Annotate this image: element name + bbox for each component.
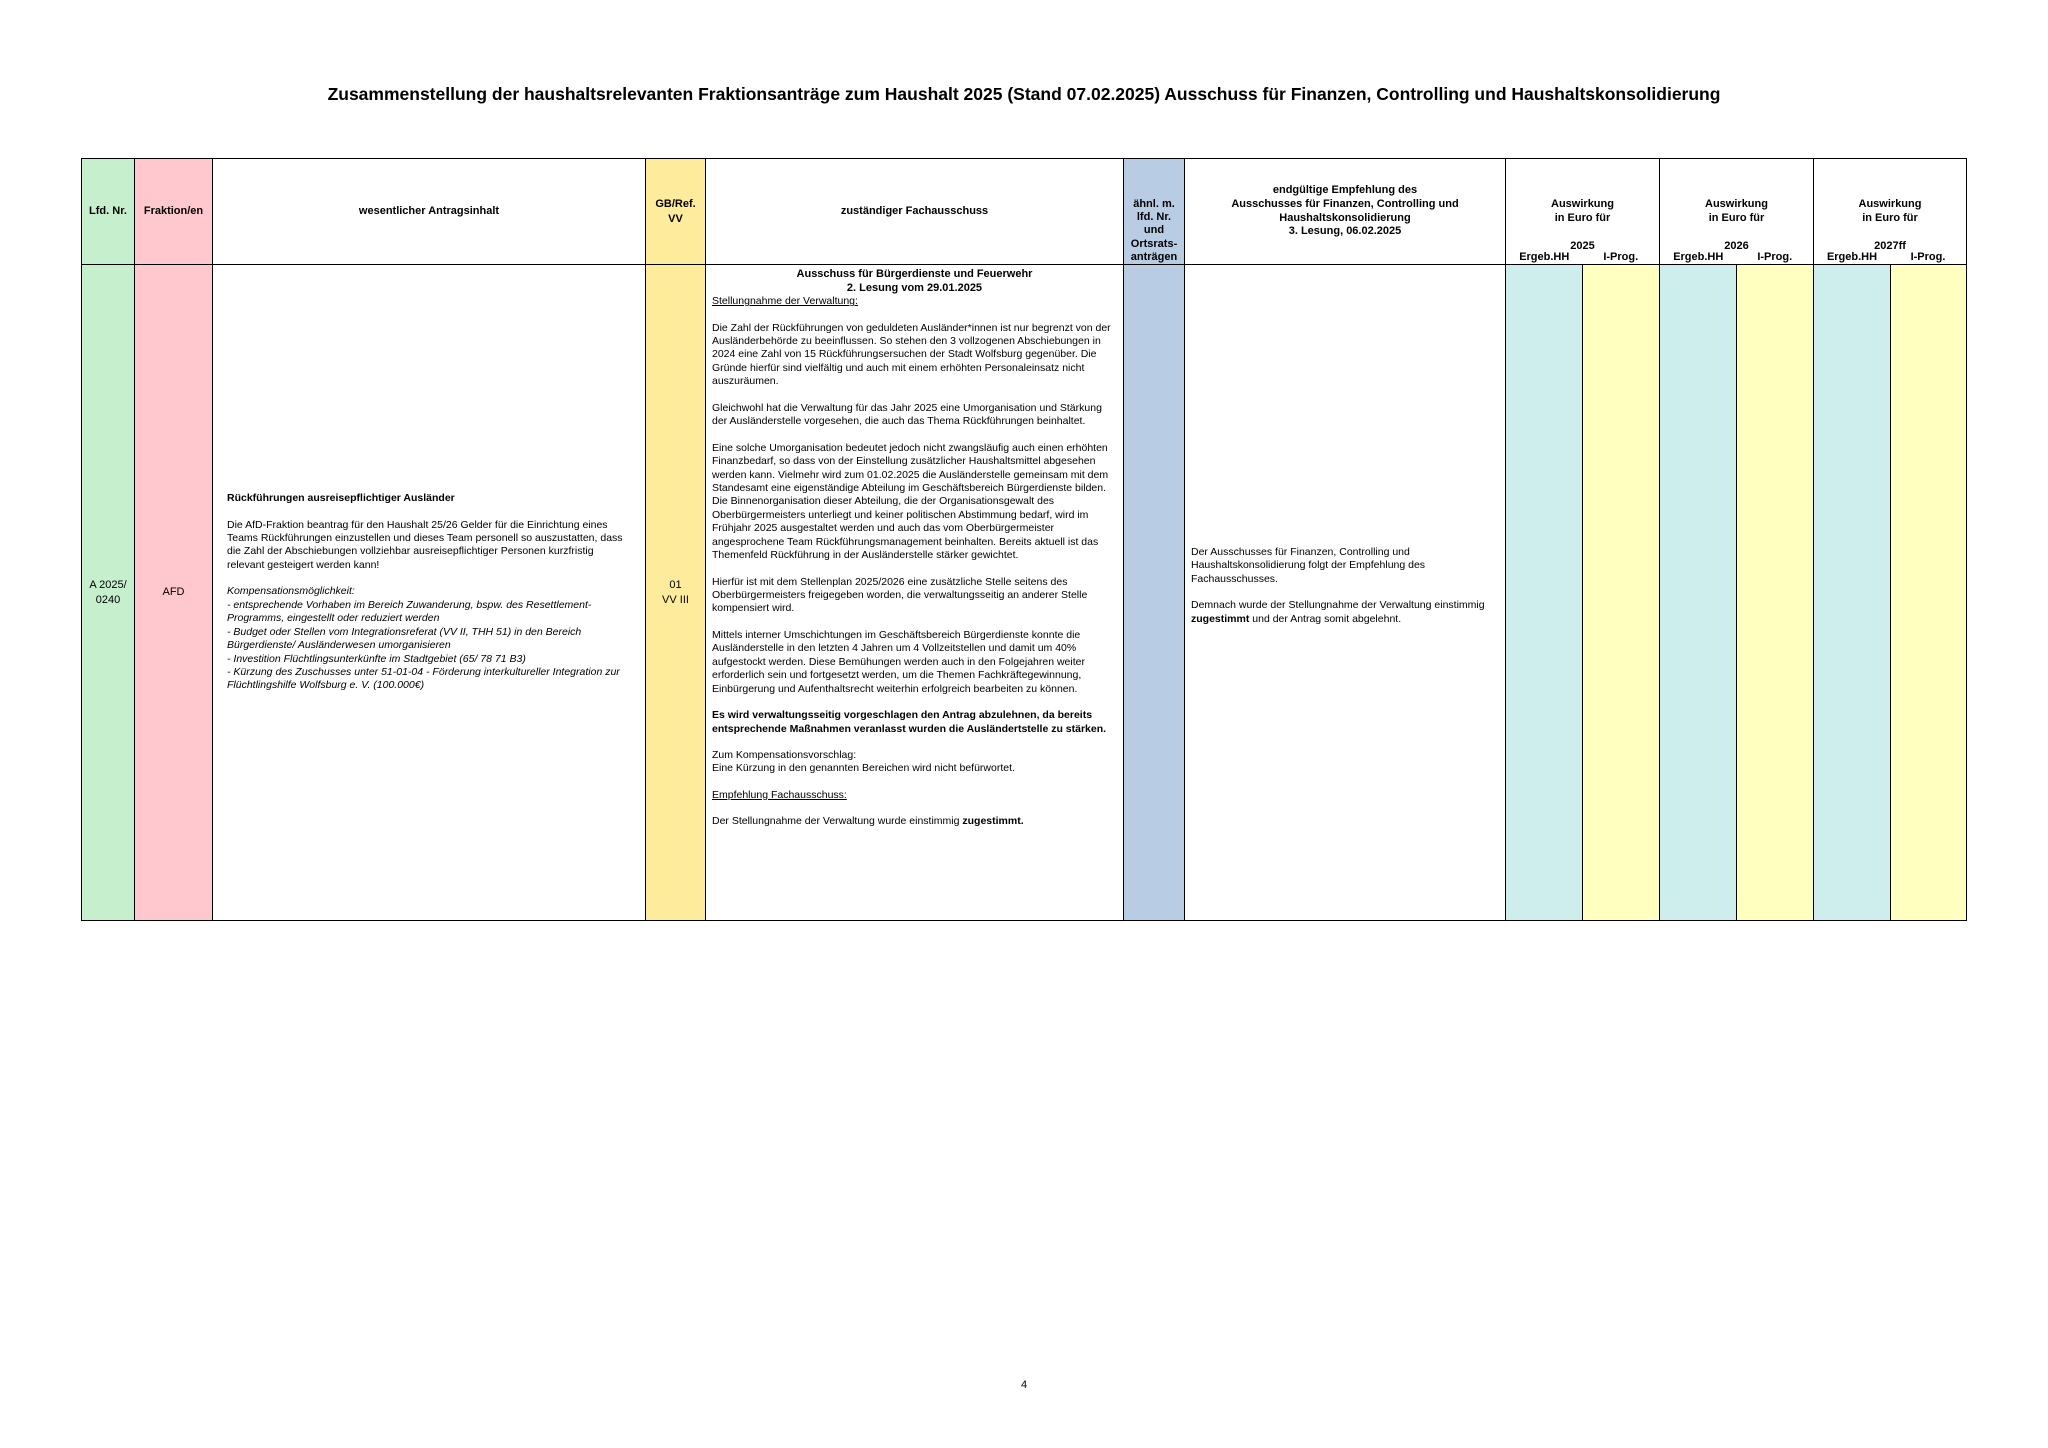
header-lfd-nr: Lfd. Nr. bbox=[82, 159, 135, 265]
fachausschuss-lesung: 2. Lesung vom 29.01.2025 bbox=[846, 282, 983, 295]
header-fraktion: Fraktion/en bbox=[135, 159, 213, 265]
stellungnahme-paragraph: Gleichwohl hat die Verwaltung für das Jahr 2025 eine Umorganisation und Stärkung der Ausländerstelle vorgesehen, die auch das Thema Rückführungen beinhaltet. bbox=[712, 401, 1102, 428]
cell-fachausschuss bbox=[706, 265, 1124, 921]
antrag-text: Die AfD-Fraktion beantrag für den Haushalt 25/26 Gelder für die Einrichtung eines Teams Rückführungen einzustellen und dieses Team personell so auszustatten, dass die Zahl der Abschiebungen vollziehbar ausreisepflichtiger Personen kurzfristig relevant gesteigert werden kann! bbox=[227, 518, 623, 571]
cell-2027ff-i-prog bbox=[1891, 265, 1967, 921]
cell-aehnl-lfd-nr bbox=[1124, 265, 1185, 921]
antrags-table bbox=[81, 158, 1967, 921]
cell-2025-ergeb-hh bbox=[1506, 265, 1583, 921]
header-auswirkung-2026: Auswirkung in Euro für 2026 Ergeb.HH I-Prog. bbox=[1660, 159, 1814, 265]
cell-2027ff-ergeb-hh bbox=[1814, 265, 1891, 921]
header-gb-ref: GB/Ref. VV bbox=[646, 159, 706, 265]
kompensation-item: - Investition Flüchtlingsunterkünfte im Stadtgebiet (65/ 78 71 B3) bbox=[227, 652, 526, 665]
kompensation-item: - Kürzung des Zuschusses unter 51-01-04 - Förderung interkultureller Integration zur Flüchtlingshilfe Wolfsburg e. V. (100.000€) bbox=[227, 665, 620, 692]
stellungnahme-paragraph: Hierfür ist mit dem Stellenplan 2025/2026 eine zusätzliche Stelle seitens des Oberbürgermeisters freigegeben worden, die verwaltungsseitig an anderer Stelle kompensiert wird. bbox=[712, 575, 1088, 615]
empfehlung-paragraph: Demnach wurde der Stellungnahme der Verwaltung einstimmig zugestimmt und der Antrag somit abgelehnt. bbox=[1191, 599, 1485, 625]
stellungnahme-label: Stellungnahme der Verwaltung: bbox=[712, 295, 858, 308]
stellungnahme-paragraph: Eine solche Umorganisation bedeutet jedoch nicht zwangsläufig auch einen erhöhten Finanzbedarf, so dass von der Einstellung zusätzlicher Haushaltsmittel abgesehen werden kann. Vielmehr wird zum 01.02.2025 die Ausländerstelle gemeinsam mit dem Standesamt eine eigenständige Abteilung im Geschäftsbereich Bürgerdienste bilden. Die Binnenorganisation dieser Abteilung, die der Organisationsgewalt des Oberbürgermeisters unterliegt und keiner politischen Abstimmung bedarf, wird im Frühjahr 2025 ausgestaltet werden und auch das vom Oberbürgermeister angesprochene Team Rückführungsmanagement beinhalten. Bereits aktuell ist das Themenfeld Rückführung in der Ausländerstelle stärker gewichtet. bbox=[712, 441, 1109, 562]
empfehlung-paragraph: Der Ausschusses für Finanzen, Controlling und Haushaltskonsolidierung folgt der Empfehlung des Fachausschusses. bbox=[1191, 545, 1426, 585]
kompensation-item: - entsprechende Vorhaben im Bereich Zuwanderung, bspw. des Resettlement-Programms, eingestellt oder reduziert werden bbox=[227, 598, 592, 625]
cell-2026-ergeb-hh bbox=[1660, 265, 1737, 921]
header-fachausschuss: zuständiger Fachausschuss bbox=[706, 159, 1124, 265]
antrag-title: Rückführungen ausreisepflichtiger Ausländer bbox=[227, 492, 455, 505]
fachausschuss-title: Ausschuss für Bürgerdienste und Feuerwehr bbox=[796, 268, 1033, 280]
table-header-row bbox=[82, 159, 1967, 265]
page-number: 4 bbox=[1020, 1379, 1028, 1391]
header-endgueltige-empfehlung: endgültige Empfehlung des Ausschusses für Finanzen, Controlling und Haushaltskonsolidierung 3. Lesung, 06.02.2025 bbox=[1185, 159, 1506, 265]
document-title: Zusammenstellung der haushaltsrelevanten Fraktionsanträge zum Haushalt 2025 (Stand 07.02.2025) Ausschuss für Finanzen, Controlling und Haushaltskonsolidierung bbox=[327, 84, 1721, 104]
cell-2026-i-prog bbox=[1737, 265, 1814, 921]
table-row bbox=[82, 265, 1967, 921]
stellungnahme-paragraph: Mittels interner Umschichtungen im Geschäftsbereich Bürgerdienste konnte die Ausländerstelle in den letzten 4 Jahren um 4 Vollzeitstellen und damit um 40% aufgestockt werden. Diese Bemühungen werden auch in den Folgejahren weiter erforderlich sein und fortgesetzt werden, um die Themen Fachkräftegewinnung, Einbürgerung und Aufenthaltsrecht weiterhin erfolgreich bearbeiten zu können. bbox=[712, 628, 1085, 695]
cell-lfd-nr: A 2025/ 0240 bbox=[82, 265, 135, 921]
stellungnahme-paragraph: Die Zahl der Rückführungen von geduldeten Ausländer*innen ist nur begrenzt von der Ausländerbehörde zu beeinflussen. So stehen den 3 vollzogenen Abschiebungen in 2024 eine Zahl von 15 Rückführungsersuchen der Stadt Wolfsburg gegenüber. Die Gründe hierfür sind vielfältig und auch mit einem erhöhten Personaleinsatz nicht auszuräumen. bbox=[712, 321, 1111, 388]
kompensation-label: Kompensationsmöglichkeit: bbox=[227, 585, 355, 598]
cell-2025-i-prog bbox=[1583, 265, 1660, 921]
cell-antragsinhalt bbox=[213, 265, 646, 921]
cell-endgueltige-empfehlung bbox=[1185, 265, 1506, 921]
empfehlung-fachausschuss-label: Empfehlung Fachausschuss: bbox=[712, 788, 847, 801]
kompensationsvorschlag-text: Eine Kürzung in den genannten Bereichen wird nicht befürwortet. bbox=[712, 762, 1015, 775]
header-auswirkung-2025: Auswirkung in Euro für 2025 Ergeb.HH I-Prog. bbox=[1506, 159, 1660, 265]
header-antragsinhalt: wesentlicher Antragsinhalt bbox=[213, 159, 646, 265]
verwaltungsvorschlag: Es wird verwaltungsseitig vorgeschlagen den Antrag abzulehnen, da bereits entsprechende Maßnahmen veranlasst wurden die Ausländertstelle zu stärken. bbox=[712, 709, 1107, 735]
empfehlung-fachausschuss-text: Der Stellungnahme der Verwaltung wurde einstimmig zugestimmt. bbox=[712, 815, 1024, 828]
cell-fraktion: AFD bbox=[135, 265, 213, 921]
header-aehnl-lfd-nr: ähnl. m. lfd. Nr. und Ortsrats- anträgen bbox=[1124, 159, 1185, 265]
kompensation-item: - Budget oder Stellen vom Integrationsreferat (VV II, THH 51) in den Bereich Bürgerdienste/ Ausländerwesen umorganisieren bbox=[227, 625, 582, 652]
cell-gb-ref: 01 VV III bbox=[646, 265, 706, 921]
kompensationsvorschlag-label: Zum Kompensationsvorschlag: bbox=[712, 748, 857, 761]
header-auswirkung-2027ff: Auswirkung in Euro für 2027ff Ergeb.HH I-Prog. bbox=[1814, 159, 1967, 265]
